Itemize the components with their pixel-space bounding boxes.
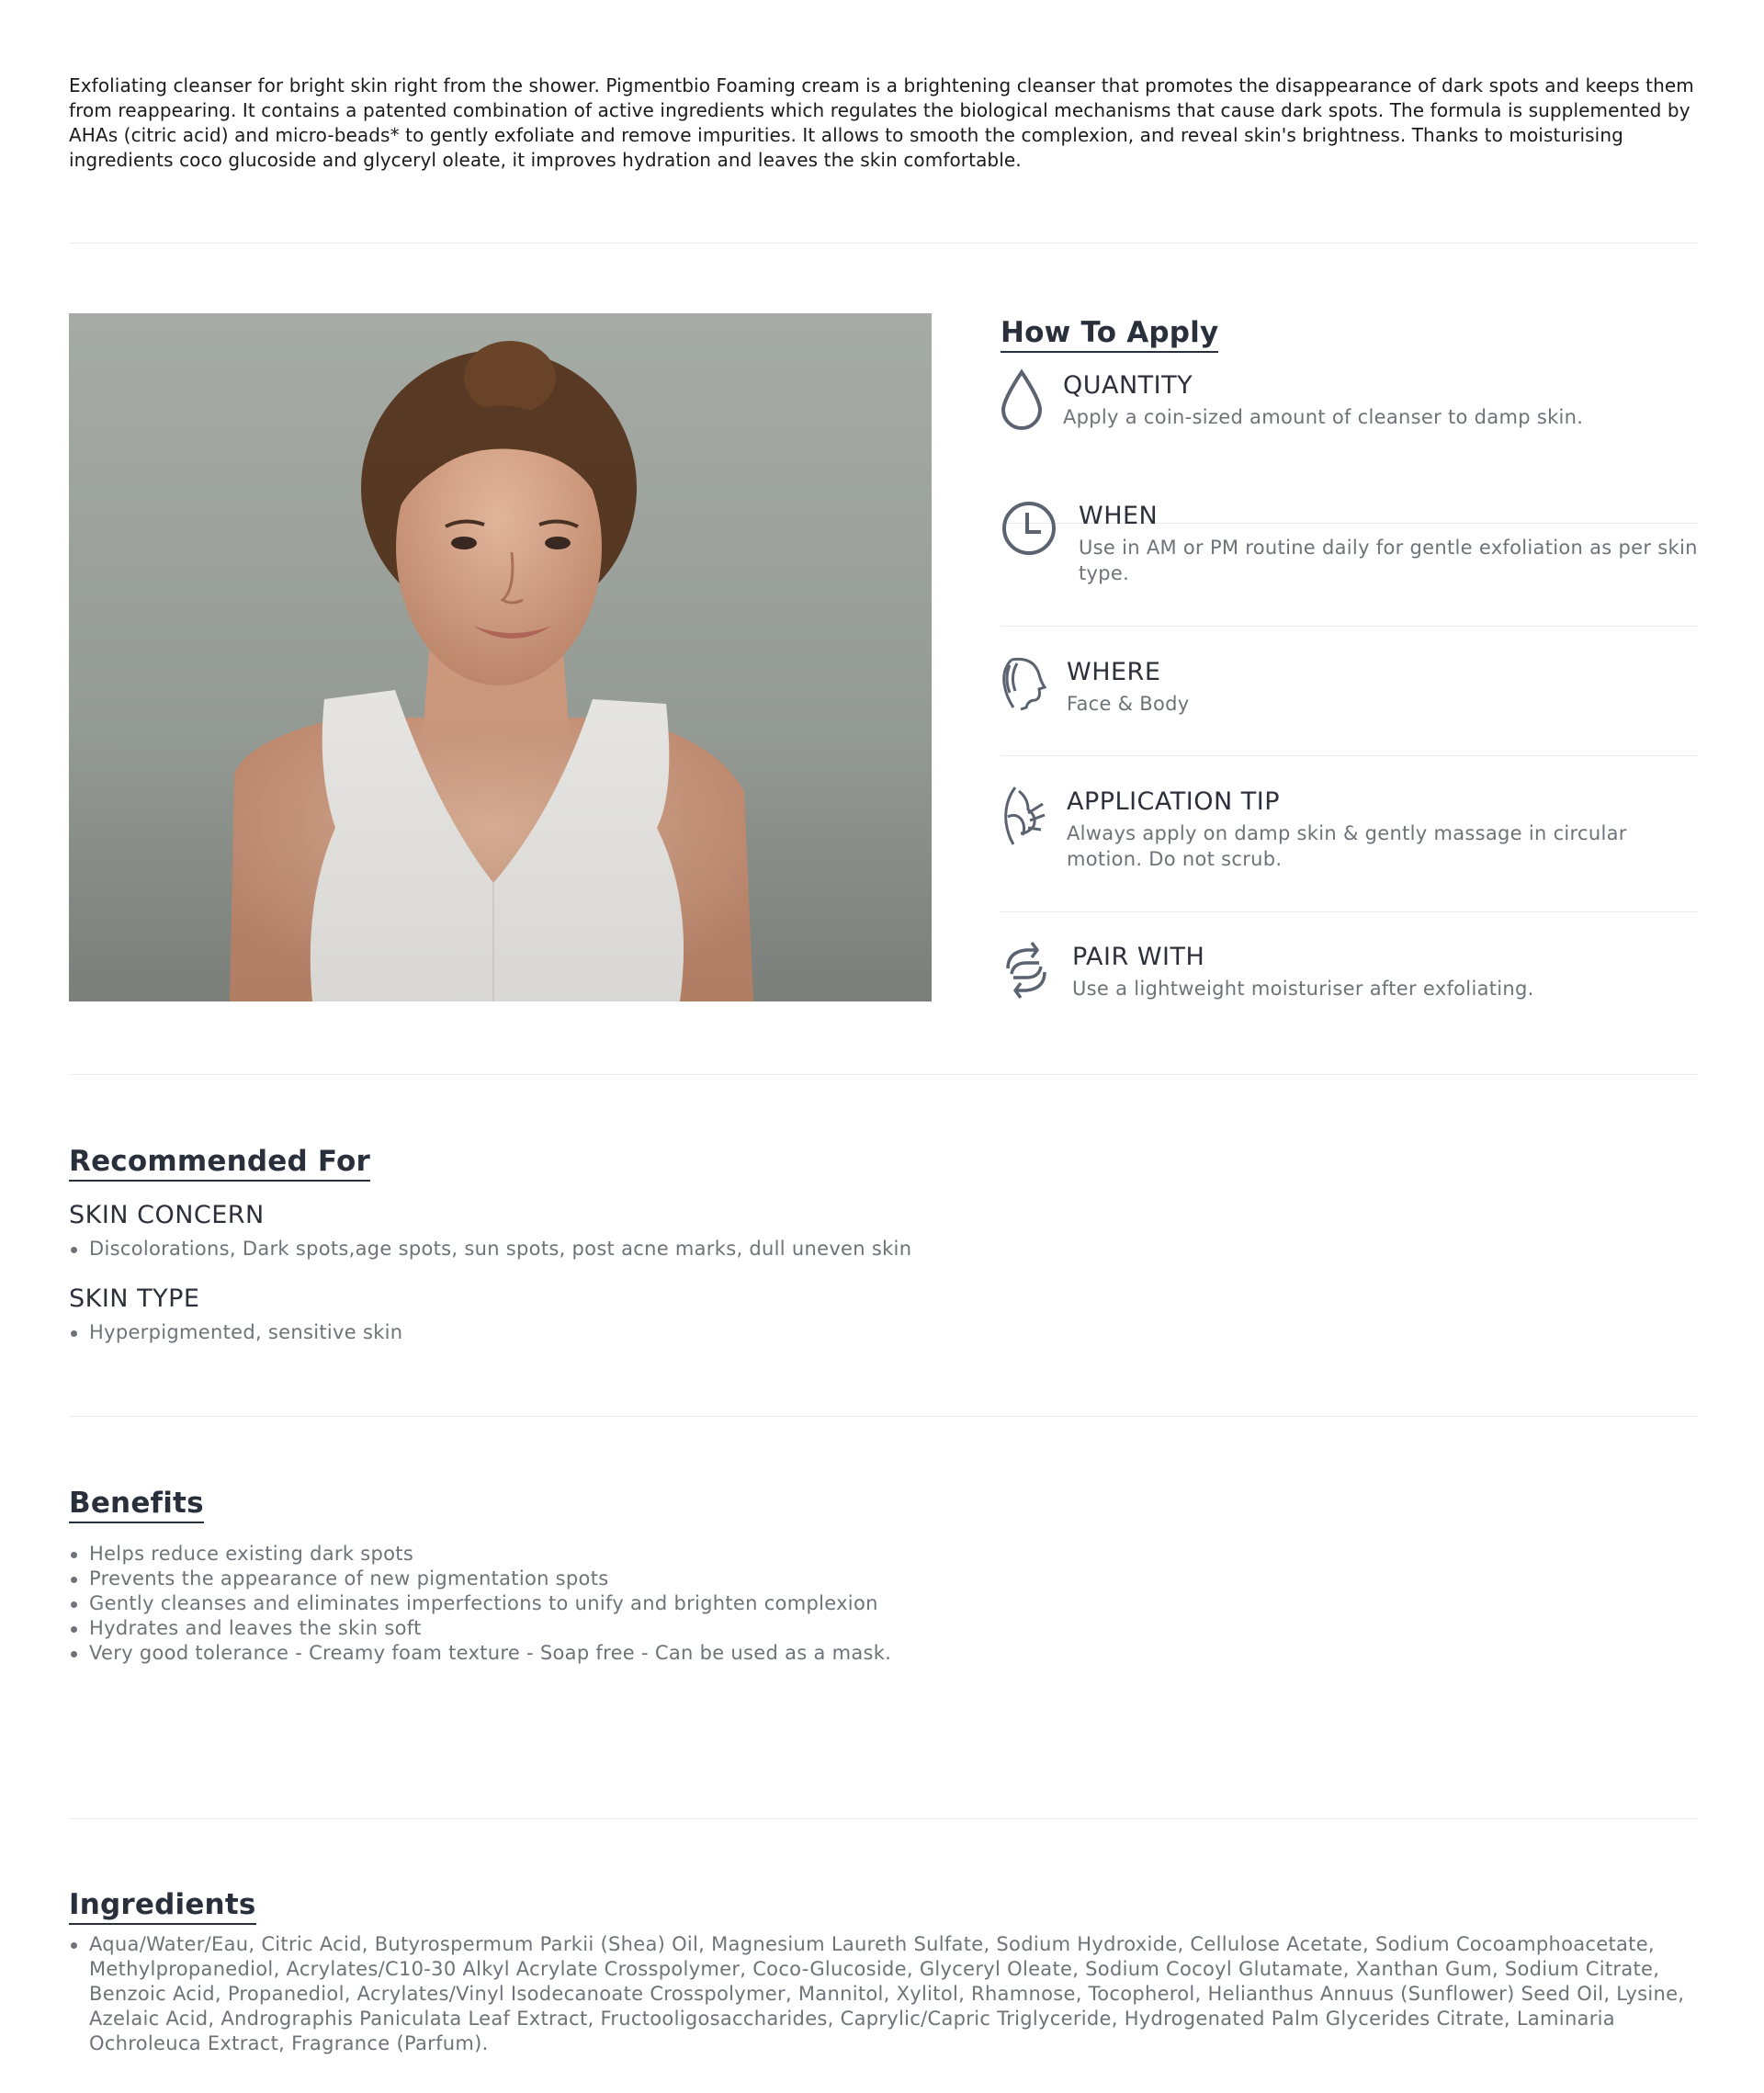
apply-divider [1001,755,1698,756]
apply-item-heading: WHEN [1079,502,1159,530]
product-video[interactable] [69,313,932,1001]
skin-concern-list [69,1237,1698,1261]
skin-type-heading: SKIN TYPE [69,1284,200,1313]
list-item: Hyperpigmented, sensitive skin [69,1320,1698,1345]
apply-item-heading: PAIR WITH [1072,943,1205,971]
ingredients-title: Ingredients [69,1886,256,1925]
ingredients-section [69,1886,1698,2056]
list-item: Very good tolerance - Creamy foam texture - Soap free - Can be used as a mask. [69,1641,1698,1666]
apply-item-text: Use a lightweight moisturiser after exfoliating. [1072,978,1534,1000]
product-description: Exfoliating cleanser for bright skin right from the shower. Pigmentbio Foaming cream is a brightening cleanser that promotes the disappearance of dark spots and keeps them from reappearing. It contains a patented combination of active ingredients which regulates the biological mechanisms that cause dark spots. The formula is supplemented by AHAs (citric acid) and micro-beads* to gently exfoliate and remove impurities. It allows to smooth the complexion, and reveal skin's brightness. Thanks to moisturising ingredients coco glucoside and glyceryl oleate, it improves hydration and leaves the skin comfortable. [69,74,1694,171]
refresh-arrows-icon [1001,941,1052,1003]
benefits-title: Benefits [69,1485,204,1523]
drop-icon [1001,369,1043,434]
apply-item-text: Face & Body [1067,693,1190,715]
apply-item-text: Always apply on damp skin & gently massage in circular motion. Do not scrub. [1067,822,1627,870]
list-item: Prevents the appearance of new pigmentation spots [69,1567,1698,1591]
apply-divider [1001,626,1698,627]
section-divider [69,1416,1698,1417]
apply-item-heading: APPLICATION TIP [1067,787,1280,816]
list-item: Discolorations, Dark spots,age spots, sun spots, post acne marks, dull uneven skin [69,1237,1698,1261]
list-item: Hydrates and leaves the skin soft [69,1616,1698,1641]
apply-item-heading: WHERE [1067,658,1161,686]
benefits-list [69,1542,1698,1666]
how-to-apply-title: How To Apply [1001,314,1218,353]
face-profile-icon [1001,656,1048,717]
apply-item-text: Apply a coin-sized amount of cleanser to damp skin. [1063,406,1584,428]
ingredients-list [69,1932,1698,2056]
hands-massage-icon [1001,786,1046,850]
recommended-for-title: Recommended For [69,1143,370,1182]
section-divider [69,1818,1698,1819]
apply-item-heading: QUANTITY [1063,371,1193,400]
recommended-for-section [69,1143,1698,1345]
skin-concern-heading: SKIN CONCERN [69,1201,265,1229]
apply-item-text: Use in AM or PM routine daily for gentle exfoliation as per skin type. [1079,537,1698,584]
list-item: Helps reduce existing dark spots [69,1542,1698,1567]
apply-divider [1001,911,1698,912]
model-portrait-image [69,313,932,1001]
skin-type-list [69,1320,1698,1345]
list-item: Gently cleanses and eliminates imperfections to unify and brighten complexion [69,1591,1698,1616]
section-divider [69,1074,1698,1075]
clock-icon [1001,500,1057,560]
benefits-section [69,1485,1698,1666]
list-item: Aqua/Water/Eau, Citric Acid, Butyrospermum Parkii (Shea) Oil, Magnesium Laureth Sulfate, Sodium Hydroxide, Cellulose Acetate, Sodium Cocoamphoacetate, Methylpropanediol, Acrylates/C10-30 Alkyl Acrylate Crosspolymer, Coco-Glucoside, Glyceryl Oleate, Sodium Cocoyl Glutamate, Xanthan Gum, Sodium Citrate, Benzoic Acid, Propanediol, Acrylates/Vinyl Isodecanoate Crosspolymer, Mannitol, Xylitol, Rhamnose, Tocopherol, Helianthus Annuus (Sunflower) Seed Oil, Lysine, Azelaic Acid, Andrographis Paniculata Leaf Extract, Fructooligosaccharides, Caprylic/Capric Triglyceride, Hydrogenated Palm Glycerides Citrate, Laminaria Ochroleuca Extract, Fragrance (Parfum). [69,1932,1698,2056]
how-to-apply-panel [1001,314,1698,1000]
